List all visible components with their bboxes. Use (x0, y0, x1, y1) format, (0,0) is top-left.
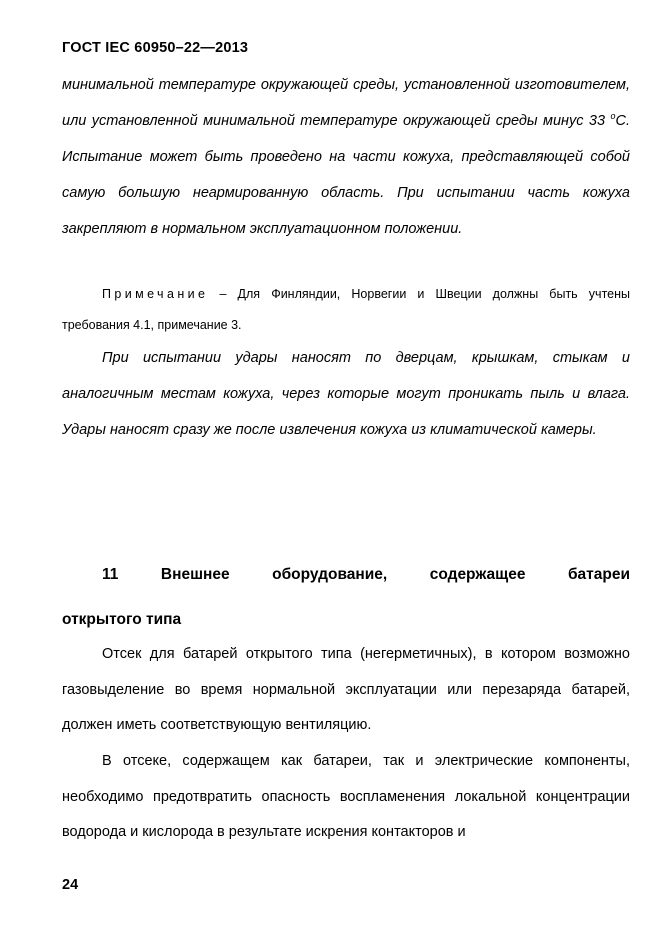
degree-sign: o (610, 111, 616, 121)
section-title-word: Внешнее (160, 566, 230, 583)
section-number: 11 (102, 566, 119, 583)
paragraph-text: С. Испытание может быть проведено на части кожуха, представляющей собой самую большую неармированную область. При испытании часть кожуха закрепляют в нормальном эксплуатационном положении. (62, 113, 630, 237)
paragraph-impacts: При испытании удары наносят по дверцам, крышкам, стыкам и аналогичным местам кожуха, через которые могут проникать пыль и влага. Удары наносят сразу же после извлечения кожуха из климатической камеры. (62, 350, 630, 438)
document-header: ГОСТ IEC 60950–22—2013 (62, 40, 249, 56)
paragraph-ventilation: Отсек для батарей открытого типа (негерметичных), в котором возможно газовыделение во время нормальной эксплуатации или перезаряда батарей, должен иметь соответствующую вентиляцию. (62, 646, 630, 733)
paragraph-test-conditions (62, 67, 630, 247)
note-label: Примечание (102, 287, 209, 301)
paragraph-text: минимальной температуре окружающей среды, установленной изготовителем, или установленной минимальной температуре окружающей среды минус 33 (62, 77, 630, 129)
section-title-word: содержащее (429, 566, 526, 583)
section-title-line2: открытого типа (62, 611, 182, 628)
section-heading (62, 552, 630, 642)
section-title-word: батареи (567, 566, 630, 583)
page-number: 24 (62, 877, 79, 893)
note (62, 279, 630, 341)
paragraph-ignition: В отсеке, содержащем как батареи, так и электрические компоненты, необходимо предотвратить опасность воспламенения локальной концентрации водорода и кислорода в результате искрения контакторов и (62, 753, 630, 840)
note-text: – Для Финляндии, Норвегии и Швеции должны быть учтены требования 4.1, примечание 3. (62, 287, 630, 332)
section-title-word: оборудование, (272, 566, 388, 583)
